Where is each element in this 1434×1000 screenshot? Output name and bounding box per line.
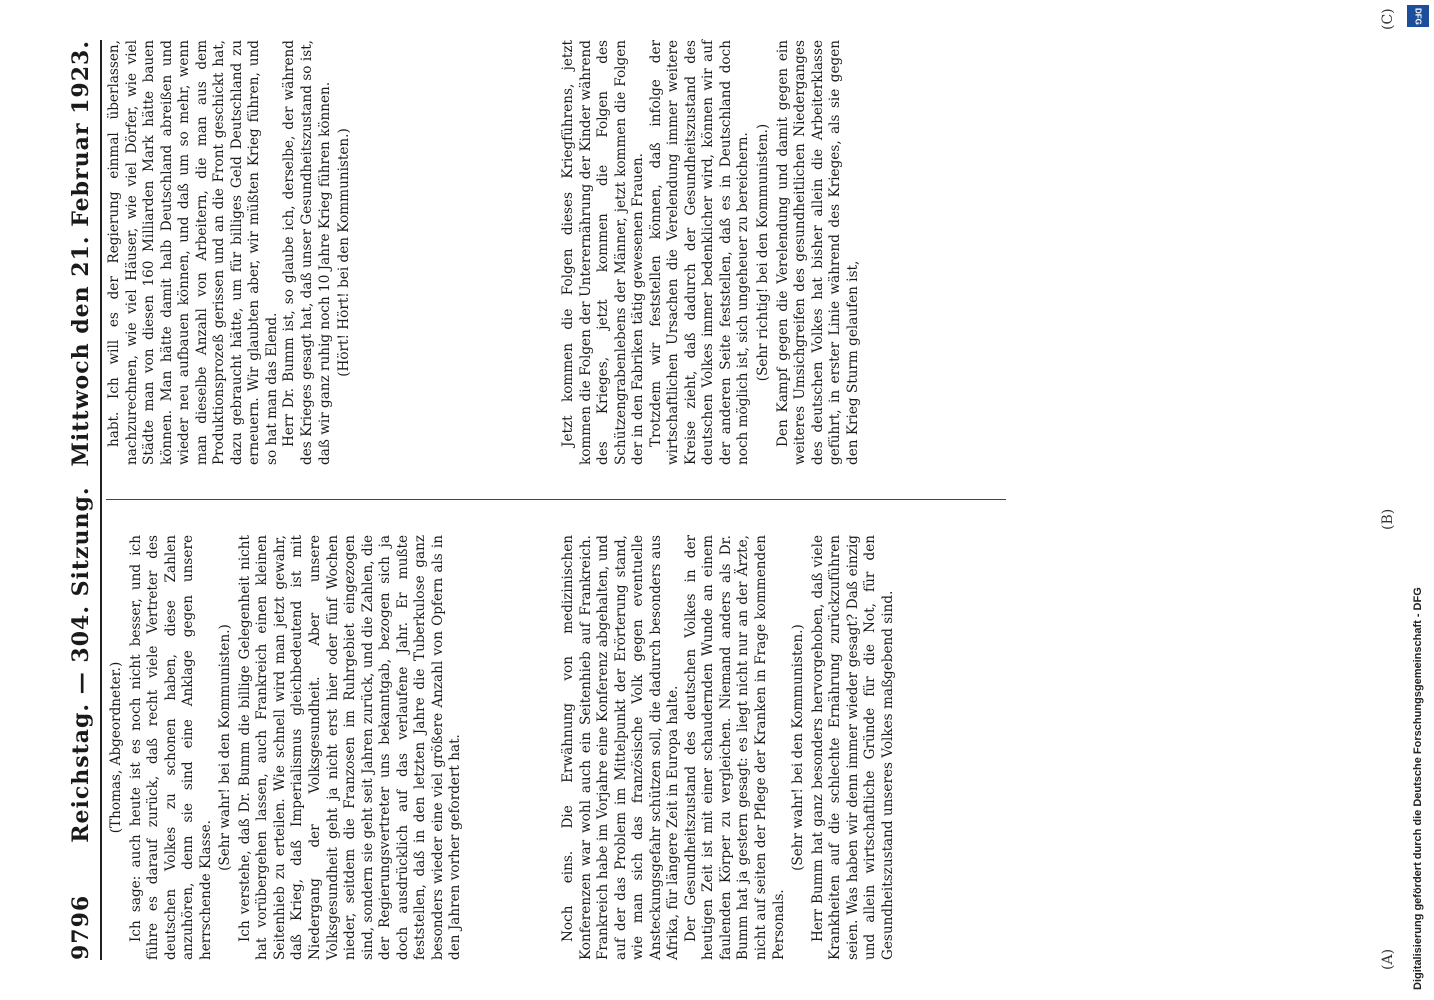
- column-left-top: [106, 535, 566, 960]
- interjection: (Hört! Hört! bei den Kommunisten.): [336, 128, 353, 377]
- paragraph: Den Kampf gegen die Verelendung und damit gegen ein weiteres Umsichgreifen des gesundheitlichen Niederganges des deutschen Volkes hat bisher allein die Arbeiterklasse geführt, in erster Linie während des Krieges, als sie gegen den Krieg Sturm gelaufen ist,: [774, 40, 861, 465]
- paragraph: Ich verstehe, daß Dr. Bumm die billige Gelegenheit nicht hat vorübergehen lassen, auch Frankreich einen kleinen Seitenhieb zu erteilen. Wie schnell wird man jetzt gewahr, daß Krieg, daß Imperialismus gleichbedeutend ist mit Niedergang der Volksgesundheit. Aber unsere Volksgesundheit geht ja nicht erst hier oder fünf Wochen nieder, seitdem die Franzosen im Ruhrgebiet eingezogen sind, sondern sie geht seit Jahren zurück, und die Zahlen, die der Regierungsvertreter uns bekanntgab, bezogen sich ja doch ausdrücklich auf das verlaufene Jahr. Er mußte feststellen, daß in den letzten Jahre die Tuberkulose ganz besonders wieder eine viel größere Anzahl von Opfern als in den Jahren vorher gefordert hat.: [236, 535, 464, 960]
- column-right-bottom: [560, 40, 1015, 465]
- margin-mark-a: (A): [1380, 948, 1396, 970]
- paragraph: Trotzdem wir feststellen können, daß infolge der wirtschaftlichen Ursachen die Verelendung immer weitere Kreise zieht, daß dadurch der Gesundheitszustand des deutschen Volkes immer bedenklicher wird, können wir auf der anderen Seite feststellen, daß es in Deutschland doch noch möglich ist, sich ungeheuer zu bereichern.: [647, 40, 752, 465]
- paragraph: Jetzt kommen die Folgen dieses Kriegführens, jetzt kommen die Folgen der Unterernährung der Kinder während des Krieges, jetzt kommen die Folgen des Schützengrabenlebens der Männer, jetzt kommen die Folgen der in den Fabriken tätig gewesenen Frauen.: [560, 40, 647, 465]
- paragraph: Der Gesundheitszustand des deutschen Volkes in der heutigen Zeit ist mit einer schaudernden Wunde an einem faulenden Körper zu vergleichen. Niemand anders als Dr. Bumm hat ja gestern gesagt: es liegt nicht nur an der Ärzte, nicht auf seiten der Pflege der Kranken in Frage kommenden Personals.: [682, 535, 787, 960]
- interjection: (Sehr wahr! bei den Kommunisten.): [790, 624, 807, 871]
- paragraph: habt. Ich will es der Regierung einmal überlassen, nachzurechnen, wie viel Häuser, wie viel Dörfer, wie viel Städte man von diesen 160 Milliarden Mark hätte bauen können. Man hätte damit halb Deutschland abreißen und wieder neu aufbauen können, und daß um so mehr, wenn man dieselbe Anzahl von Arbeitern, die man aus dem Produktionsprozeß gerissen und an die Front geschickt hat, dazu gebraucht hätte, um für billiges Geld Deutschland zu erneuern. Wir glaubten aber, wir müßten Krieg führen, und so hat man das Elend.: [106, 40, 280, 465]
- margin-mark-c: (C): [1380, 8, 1396, 30]
- margin-mark-b: (B): [1380, 508, 1396, 530]
- paragraph: Noch eins. Die Erwähnung von medizinischen Konferenzen war wohl auch ein Seitenhieb auf Frankreich. Frankreich habe im Vorjahre eine Konferenz abgehalten, und auf der das Problem im Mittelpunkt der Erörterung stand, wie man sich das französische Volk gegen eventuelle Ansteckungsgefahr schützen soll, die dadurch besonders aus Afrika, für längere Zeit in Europa halte.: [560, 535, 682, 960]
- header-left-title: Reichstag. — 304. Sitzung.: [68, 486, 94, 843]
- paragraph: Herr Dr. Bumm ist, so glaube ich, derselbe, der während des Krieges gesagt hat, daß unser Gesundheitszustand so ist, daß wir ganz ruhig noch 10 Jahre Krieg führen können.: [281, 40, 333, 465]
- paragraph: Herr Bumm hat ganz besonders hervorgehoben, daß viele Krankheiten auf die schlechte Ernährung zurückzuführen seien. Was haben wir denn immer wieder gesagt? Daß einzig und allein wirtschaftliche Gründe für die Not, für den Gesundheitszustand unseres Volkes maßgebend sind.: [809, 535, 896, 960]
- header-rule: [100, 40, 102, 960]
- page-number: 9796: [68, 894, 94, 960]
- column-divider: [106, 499, 1006, 500]
- speaker-label: (Thomas, Abgeordneter.): [108, 661, 124, 834]
- header-left: [68, 486, 94, 960]
- page-header: [58, 40, 98, 960]
- header-right-title: Mittwoch den 21. Februar 1923.: [68, 40, 94, 467]
- column-right-top: [106, 40, 566, 465]
- digitization-note: Digitalisierung gefördert durch die Deutsche Forschungsgemeinschaft - DFG: [1412, 587, 1424, 990]
- dfg-logo: DFG: [1407, 5, 1429, 27]
- paragraph: Ich sage: auch heute ist es noch nicht besser, und ich führe es darauf zurück, daß recht viele Vertreter des deutschen Volkes zu schonen haben, diese Zahlen anzuhören, denn sie sind eine Anklage gegen unsere herrschende Klasse.: [127, 535, 214, 960]
- interjection: (Sehr richtig! bei den Kommunisten.): [755, 123, 772, 382]
- interjection: (Sehr wahr! bei den Kommunisten.): [217, 624, 234, 871]
- column-left-bottom: [560, 535, 1015, 960]
